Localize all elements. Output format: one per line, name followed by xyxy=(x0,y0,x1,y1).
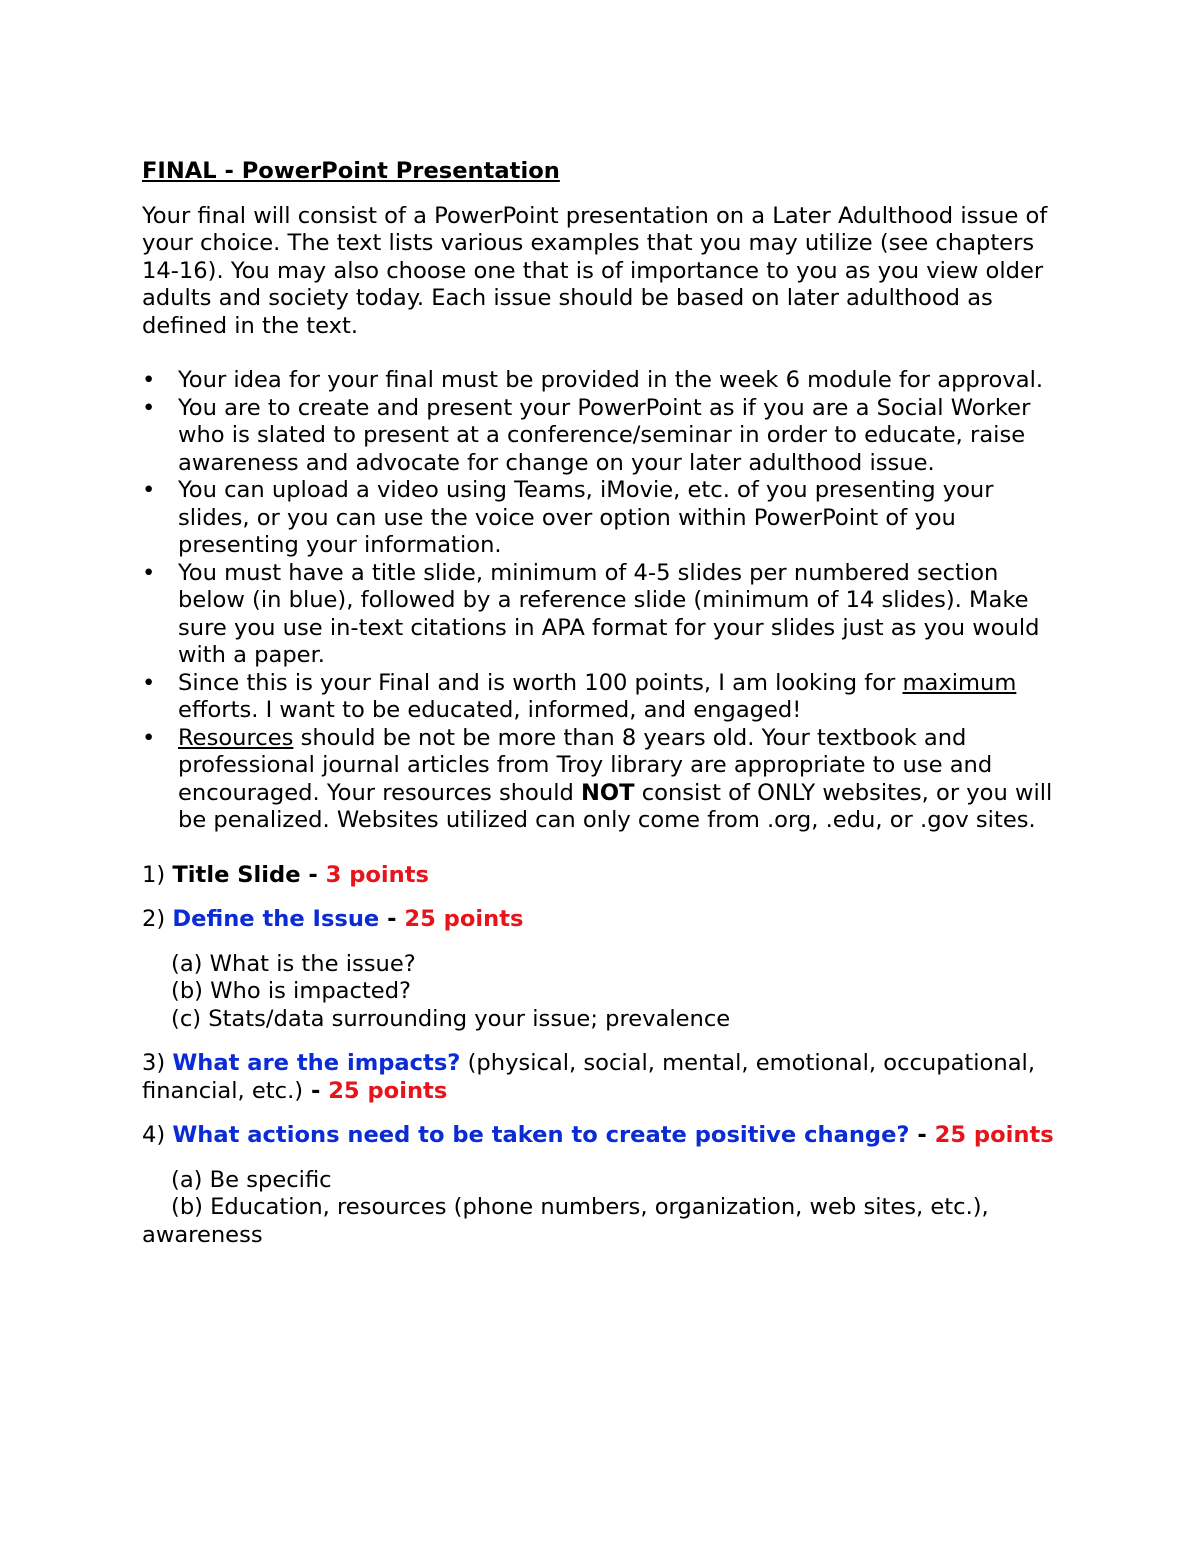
section-heading: What are the impacts? xyxy=(172,1050,461,1076)
list-item: • Resources should be not be more than 8 years old. Your textbook and professional journal articles from Troy library are appropriate to use and encouraged. Your resources should NOT consist of ONLY websites, or you will be penalized. Websites utilized can only come from .org, .edu, or .gov sites. xyxy=(142,725,1072,835)
list-item: • You are to create and present your PowerPoint as if you are a Social Worker who is slated to present at a conference/seminar in order to educate, raise awareness and advocate for change on your later adulthood issue. xyxy=(142,395,1072,478)
emphasis-not: NOT xyxy=(581,779,635,806)
section-define-issue: 2) Define the Issue - 25 points xyxy=(142,906,524,932)
list-item: (a) Be specific xyxy=(171,1166,332,1193)
section-points: 25 points xyxy=(934,1122,1054,1148)
section-points: 25 points xyxy=(328,1077,448,1104)
list-item: • Since this is your Final and is worth 100 points, I am looking for maximum efforts. I want to be educated, informed, and engaged! xyxy=(142,670,1072,725)
define-issue-subitems xyxy=(142,951,1072,1034)
section-points: 3 points xyxy=(325,861,430,888)
section-actions: 4) What actions need to be taken to create positive change? - 25 points xyxy=(142,1122,1054,1148)
section-impacts: 3) What are the impacts? (physical, social, mental, emotional, occupational, financial, etc.) - 25 points xyxy=(142,1050,1036,1104)
emphasis-resources: Resources xyxy=(178,724,294,751)
list-item: (b) Who is impacted? xyxy=(171,978,412,1004)
section-points: 25 points xyxy=(404,906,524,932)
actions-subitems xyxy=(142,1167,1072,1250)
requirements-list xyxy=(142,367,1072,835)
document-page xyxy=(142,158,1072,1266)
section-heading: Title Slide xyxy=(172,861,301,888)
section-heading: Define the Issue xyxy=(172,906,380,932)
list-item: • Your idea for your final must be provided in the week 6 module for approval. xyxy=(142,367,1072,395)
list-item: (a) What is the issue? xyxy=(171,950,416,977)
list-item: (b) Education, resources (phone numbers, organization, web sites, etc.), awareness xyxy=(142,1194,989,1248)
list-item: (c) Stats/data surrounding your issue; prevalence xyxy=(171,1005,731,1032)
intro-paragraph: Your final will consist of a PowerPoint presentation on a Later Adulthood issue of your choice. The text lists various examples that you may utilize (see chapters 14-16). You may also choose one that is of importance to you as you view older adults and society today. Each issue should be based on later adulthood as defined in the text. xyxy=(142,202,1048,339)
section-heading: What actions need to be taken to create positive change? xyxy=(172,1122,910,1148)
emphasis-maximum: maximum xyxy=(902,669,1017,696)
document-title: FINAL - PowerPoint Presentation xyxy=(142,158,560,184)
list-item: • You can upload a video using Teams, iMovie, etc. of you presenting your slides, or you can use the voice over option within PowerPoint of you presenting your information. xyxy=(142,477,1072,560)
list-item: • You must have a title slide, minimum of 4-5 slides per numbered section below (in blue), followed by a reference slide (minimum of 14 slides). Make sure you use in-text citations in APA format for your slides just as you would with a paper. xyxy=(142,560,1072,670)
section-title-slide: 1) Title Slide - 3 points xyxy=(142,861,430,888)
